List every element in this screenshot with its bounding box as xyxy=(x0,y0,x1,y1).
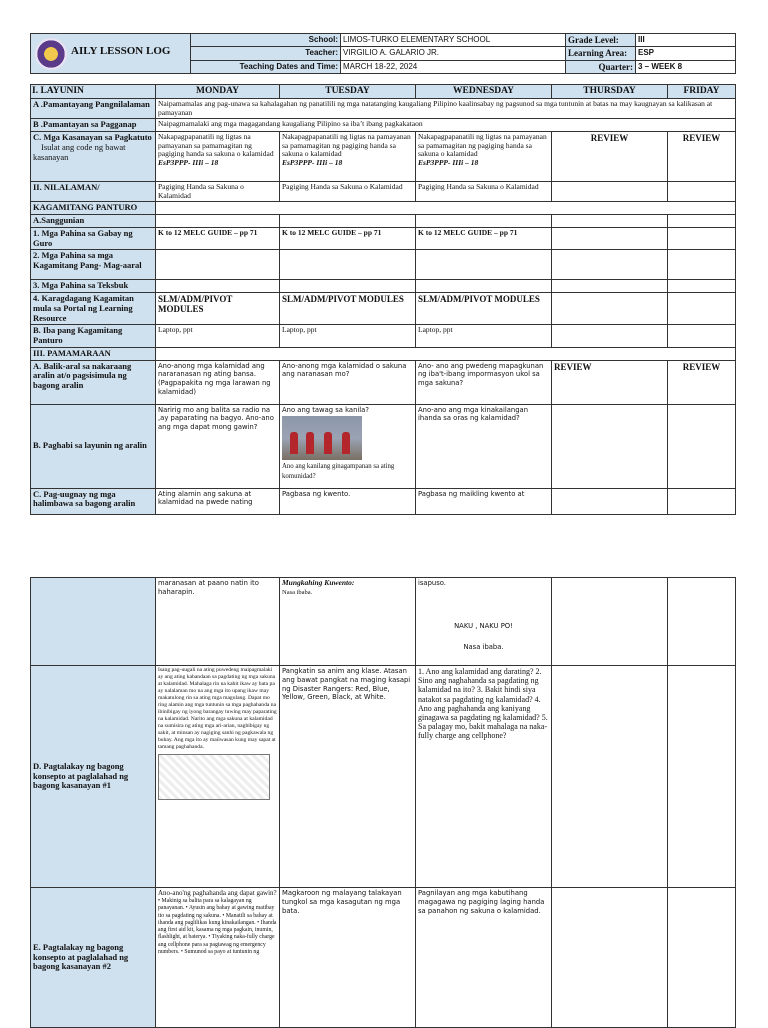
kagamitan-monday: Laptop, ppt xyxy=(156,325,280,348)
modules-tuesday: SLM/ADM/PIVOT MODULES xyxy=(280,293,416,325)
review-thursday: REVIEW xyxy=(552,131,668,181)
school-label: School: xyxy=(191,34,341,47)
pagtalakay-1-monday xyxy=(156,666,280,888)
continued-wednesday-text: isapuso. xyxy=(418,579,446,587)
nilalaman-tuesday: Pagiging Handa sa Sakuna o Kalamidad xyxy=(280,181,416,201)
continued-tuesday xyxy=(280,578,416,666)
pag-uugnay-tuesday: Pagbasa ng kwento. xyxy=(280,488,416,514)
pagtalakay-1-wednesday: 1. Ano ang kalamidad ang darating? 2. Sino ang naghahanda sa pagdating ng kalamidad na ito? 3. Bakit hindi siya natakot sa pagdating ng kalamidad? 4. Ano ang paghahanda ang kaniyang ginagawa sa pagdating ng kalamidad? 5. Sa palagay mo, bakit mahalaga na naka-fully charge ang cellphone? xyxy=(416,666,552,888)
pagtalakay-1-monday-text: Isang pag-uugali na ating puwedeng maipagmalaki ay ang ating kahandaan sa pagdating ng mga sakuna at kalamidad. Mahalaga rin na kahit ikaw ay bata pa ay nalalaman mo na ang mga ito upang ikaw may makatulong rin sa ating mga magulang. Dapat mo ring alamin ang mga tuntunin sa mga paghahanda na ibinibigay ng iyong barangay tuwing may paparating na kalamidad. Narito ang mga sakuna at kalamidad na sumisira ng ating mga ari-arian, nagbibigay ng sakit, at minsan ay nagiging sanhi ng pagkawala ng buhay. Ang mga ito ay maiiwasan kung may sapat at tamang paghahanda. xyxy=(158,667,277,750)
kagamitan-wednesday: Laptop, ppt xyxy=(416,325,552,348)
row-label-gabay-guro: 1. Mga Pahina sa Gabay ng Guro xyxy=(31,227,156,250)
day-thursday: THURSDAY xyxy=(552,85,668,99)
row-label-pamantayan-pagganap: B .Pamantayan sa Pagganap xyxy=(31,119,156,132)
quarter-value: 3 – WEEK 8 xyxy=(636,60,736,73)
lesson-table-continued xyxy=(30,577,736,1028)
pagtalakay-1-tuesday: Pangkatin sa anim ang klase. Atasan ang bawat pangkat na maging kasapi ng Disaster Rangers: Red, Blue, Yellow, Green, Black, at White. xyxy=(280,666,416,888)
section-layunin: I. LAYUNIN xyxy=(31,85,156,99)
section-pamamaraan: III. PAMAMARAAN xyxy=(31,347,156,360)
teacher-label: Teacher: xyxy=(191,47,341,60)
dates-value: MARCH 18-22, 2024 xyxy=(341,60,566,73)
balik-aral-wednesday: Ano- ano ang pwedeng mapagkunan ng iba't-ibang impormasyon ukol sa mga sakuna? xyxy=(416,360,552,404)
review-thursday-2: REVIEW xyxy=(552,360,668,404)
pagtalakay-2-tuesday: Magkaroon ng malayang talakayan tungkol sa mga kasagutan ng mga bata. xyxy=(280,888,416,1028)
gabay-tuesday: K to 12 MELC GUIDE – pp 71 xyxy=(280,227,416,250)
row-label-pamantayang-pangnilalaman: A .Pamantayang Pangnilalaman xyxy=(31,98,156,118)
pagtalakay-2-monday xyxy=(156,888,280,1028)
day-tuesday: TUESDAY xyxy=(280,85,416,99)
mungkahing-kuwento-title: Mungkahing Kuwento: xyxy=(282,578,355,587)
continued-monday: maranasan at paano natin ito haharapin. xyxy=(156,578,280,666)
day-friday: FRIDAY xyxy=(668,85,736,99)
modules-wednesday: SLM/ADM/PIVOT MODULES xyxy=(416,293,552,325)
pag-uugnay-wednesday: Pagbasa ng maikling kwento at xyxy=(416,488,552,514)
rescuers-photo xyxy=(282,416,362,460)
pag-uugnay-monday: Ating alamin ang sakuna at kalamidad na pwede nating xyxy=(156,488,280,514)
pamantayan-pagganap-text: Naipagmamalaki ang mga magagandang kaugaliang Pilipino sa iba’t ibang pagkakataon xyxy=(156,119,736,132)
paghabi-question: Ano ang tawag sa kanila? xyxy=(282,405,369,414)
paghahanda-title: Ano-ano'ng paghahanda ang dapat gawin? xyxy=(158,889,277,897)
row-label-kasanayan xyxy=(31,131,156,181)
nilalaman-wednesday: Pagiging Handa sa Sakuna o Kalamidad xyxy=(416,181,552,201)
teacher-value: VIRGILIO A. GALARIO JR. xyxy=(341,47,566,60)
pamantayang-pangnilalaman-text: Naipamamalas ang pag-unawa sa kahalagahan ng panatilili ng mga natatanging kaugaliang Pilipino kaalinsabay ng pagsunod sa mga tuntunin at batas na may kaugnayan sa kalikasan at pamayanan xyxy=(156,98,736,118)
nilalaman-monday: Pagiging Handa sa Sakuna o Kalamidad xyxy=(156,181,280,201)
row-label-pagtalakay-1: D. Pagtalakay ng bagong konsepto at paglalahad ng bagong kasanayan #1 xyxy=(31,666,156,888)
row-label-iba-pang-kagamitan: B. Iba pang Kagamitang Panturo xyxy=(31,325,156,348)
review-friday: REVIEW xyxy=(668,131,736,181)
balik-aral-monday: Ano-anong mga kalamidad ang nararanasan ng ating bansa. (Pagpapakita ng mga larawan ng kalamidad) xyxy=(156,360,280,404)
continued-wednesday xyxy=(416,578,552,666)
kasanayan-tuesday: Nakapagpapanatili ng ligtas na pamayanan sa pamamagitan ng pagiging handa sa sakuna o kalamidad EsP3PPP- IIIi – 18 xyxy=(280,131,416,181)
lesson-log-page-1 xyxy=(30,33,735,515)
row-label-pagtalakay-2: E. Pagtalakay ng bagong konsepto at paglalahad ng bagong kasanayan #2 xyxy=(31,888,156,1028)
row-label-teksbuk: 3. Mga Pahina sa Teksbuk xyxy=(31,280,156,293)
lesson-table xyxy=(30,84,736,515)
naku-title: NAKU , NAKU PO! xyxy=(454,621,513,630)
photo-caption: Ano ang kanilang ginagampanan sa ating komunidad? xyxy=(282,463,395,481)
paghabi-monday: Naririg mo ang balita sa radio na ,ay paparating na bagyo. Ano-ano ang mga dapat mong gawin? xyxy=(156,404,280,488)
paghabi-wednesday: Ano-ano ang mga kinakailangan ihanda sa oras ng kalamidad? xyxy=(416,404,552,488)
row-label-balik-aral: A. Balik-aral sa nakaraang aralin at/o pagsisimula ng bagong aralin xyxy=(31,360,156,404)
quarter-label: Quarter: xyxy=(566,60,636,73)
balik-aral-tuesday: Ano-anong mga kalamidad o sakuna ang naranasan mo? xyxy=(280,360,416,404)
document-title: AILY LESSON LOG xyxy=(71,45,171,57)
mungkahing-kuwento-note: Nasa ibaba. xyxy=(282,588,313,596)
row-label-nilalaman: II. NILALAMAN/ xyxy=(31,181,156,201)
grade-label: Grade Level: xyxy=(566,34,636,47)
deped-logo xyxy=(35,38,67,70)
row-label-kagamitang-mag-aaral: 2. Mga Pahina sa mga Kagamitang Pang- Mag-aaral xyxy=(31,250,156,280)
lesson-log-page-2 xyxy=(30,577,735,1028)
calamity-illustration xyxy=(158,754,270,800)
header-table xyxy=(30,33,736,74)
kasanayan-title: C. Mga Kasanayan sa Pagkatuto xyxy=(33,131,152,142)
kasanayan-subtitle: Isulat ang code ng bawat kasanayan xyxy=(33,141,126,162)
gabay-wednesday: K to 12 MELC GUIDE – pp 71 xyxy=(416,227,552,250)
modules-monday: SLM/ADM/PIVOT MODULES xyxy=(156,293,280,325)
school-value: LIMOS-TURKO ELEMENTARY SCHOOL xyxy=(341,34,566,47)
kasanayan-monday: Nakapagpapanatili ng ligtas na pamayanan sa pamamagitan ng pagiging handa sa sakuna o kalamidad EsP3PPP- IIIi – 18 xyxy=(156,131,280,181)
review-friday-2: REVIEW xyxy=(668,360,736,404)
naku-note: Nasa ibaba. xyxy=(463,642,504,651)
dates-label: Teaching Dates and Time: xyxy=(191,60,341,73)
area-value: ESP xyxy=(636,47,736,60)
day-wednesday: WEDNESDAY xyxy=(416,85,552,99)
day-monday: MONDAY xyxy=(156,85,280,99)
grade-value: III xyxy=(636,34,736,47)
kasanayan-wednesday: Nakapagpapanatili ng ligtas na pamayanan sa pamamagitan ng pagiging handa sa sakuna o kalamidad EsP3PPP- IIIi – 18 xyxy=(416,131,552,181)
pagtalakay-2-wednesday: Pagnilayan ang mga kabutihang magagawa ng pagiging laging handa sa panahon ng sakuna o kalamidad. xyxy=(416,888,552,1028)
row-label-kagamitan: KAGAMITANG PANTURO xyxy=(31,202,156,215)
gabay-monday: K to 12 MELC GUIDE – pp 71 xyxy=(156,227,280,250)
area-label: Learning Area: xyxy=(566,47,636,60)
row-label-sanggunian: A.Sanggunian xyxy=(31,214,156,227)
paghahanda-list: • Makinig sa balita para sa kalagayan ng panayanan. • Ayusin ang bahay at gawing matibay ito sa pagdating ng sakuna. • Manatili sa bahay at ihanda ang paglilikas kung kinakailangan. • Ihanda ang first aid kit, kasama ng mga pagkain, inumin, flashlight, at baterya. • Tiyaking naka-fully charge ang cellphone para sa pagtawag ng emergency numbers. • Sumunod sa payo at tuntunin ng xyxy=(158,898,277,955)
row-label-portal: 4. Karagdagang Kagamitan mula sa Portal ng Learning Resource xyxy=(31,293,156,325)
paghabi-tuesday xyxy=(280,404,416,488)
row-label-pag-uugnay: C. Pag-uugnay ng mga halimbawa sa bagong aralin xyxy=(31,488,156,514)
row-label-paghabi: B. Paghabi sa layunin ng aralin xyxy=(31,404,156,488)
kagamitan-tuesday: Laptop, ppt xyxy=(280,325,416,348)
